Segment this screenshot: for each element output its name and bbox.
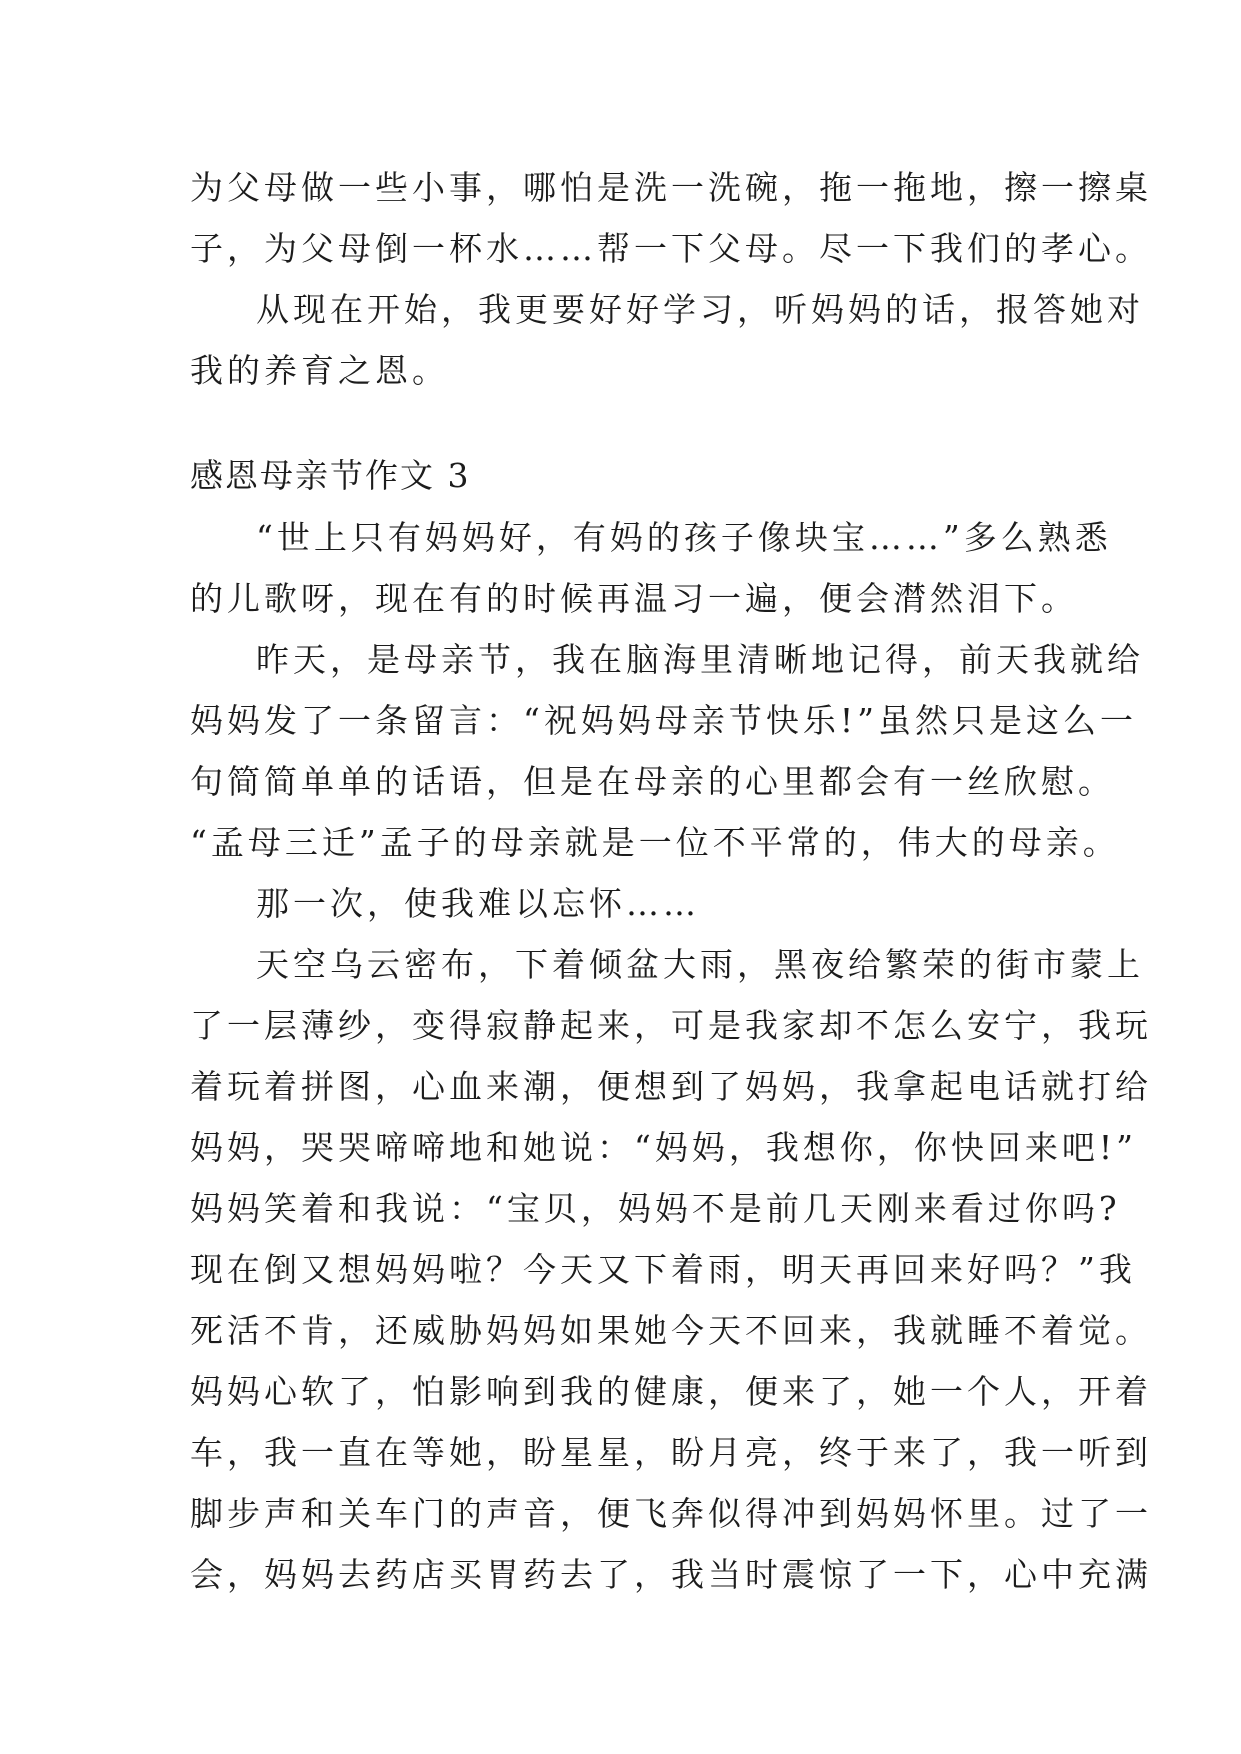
text-line: 了一层薄纱，变得寂静起来，可是我家却不怎么安宁，我玩	[190, 1006, 1152, 1045]
text-line: 会，妈妈去药店买胃药去了，我当时震惊了一下，心中充满	[190, 1555, 1152, 1594]
paragraph-start-line: “世上只有妈妈好，有妈的孩子像块宝……”多么熟悉	[256, 518, 1112, 557]
text-line: 句简简单单的话语，但是在母亲的心里都会有一丝欣慰。	[190, 762, 1115, 801]
section-heading: 感恩母亲节作文 3	[190, 456, 471, 495]
text-line: 妈妈笑着和我说：“宝贝，妈妈不是前几天刚来看过你吗?	[190, 1189, 1121, 1228]
text-line: 死活不肯，还威胁妈妈如果她今天不回来，我就睡不着觉。	[190, 1311, 1152, 1350]
text-line: 着玩着拼图，心血来潮，便想到了妈妈，我拿起电话就打给	[190, 1067, 1152, 1106]
text-line: 车，我一直在等她，盼星星，盼月亮，终于来了，我一听到	[190, 1433, 1152, 1472]
text-line: “孟母三迁”孟子的母亲就是一位不平常的，伟大的母亲。	[190, 823, 1120, 862]
paragraph-start-line: 那一次，使我难以忘怀……	[256, 884, 700, 923]
text-line: 我的养育之恩。	[190, 351, 449, 390]
text-line: 子，为父母倒一杯水……帮一下父母。尽一下我们的孝心。	[190, 229, 1152, 268]
text-line: 妈妈发了一条留言：“祝妈妈母亲节快乐!”虽然只是这么一	[190, 701, 1138, 740]
text-line: 妈妈，哭哭啼啼地和她说：“妈妈，我想你，你快回来吧!”	[190, 1128, 1138, 1167]
text-line: 为父母做一些小事，哪怕是洗一洗碗，拖一拖地，擦一擦桌	[190, 168, 1152, 207]
paragraph-start-line: 天空乌云密布，下着倾盆大雨，黑夜给繁荣的街市蒙上	[256, 945, 1144, 984]
paragraph-start-line: 昨天，是母亲节，我在脑海里清晰地记得，前天我就给	[256, 640, 1144, 679]
text-line: 妈妈心软了，怕影响到我的健康，便来了，她一个人，开着	[190, 1372, 1152, 1411]
text-line: 脚步声和关车门的声音，便飞奔似得冲到妈妈怀里。过了一	[190, 1494, 1152, 1533]
text-line: 的儿歌呀，现在有的时候再温习一遍，便会潸然泪下。	[190, 579, 1078, 618]
paragraph-start-line: 从现在开始，我更要好好学习，听妈妈的话，报答她对	[256, 290, 1144, 329]
text-line: 现在倒又想妈妈啦？今天又下着雨，明天再回来好吗？”我	[190, 1250, 1136, 1289]
